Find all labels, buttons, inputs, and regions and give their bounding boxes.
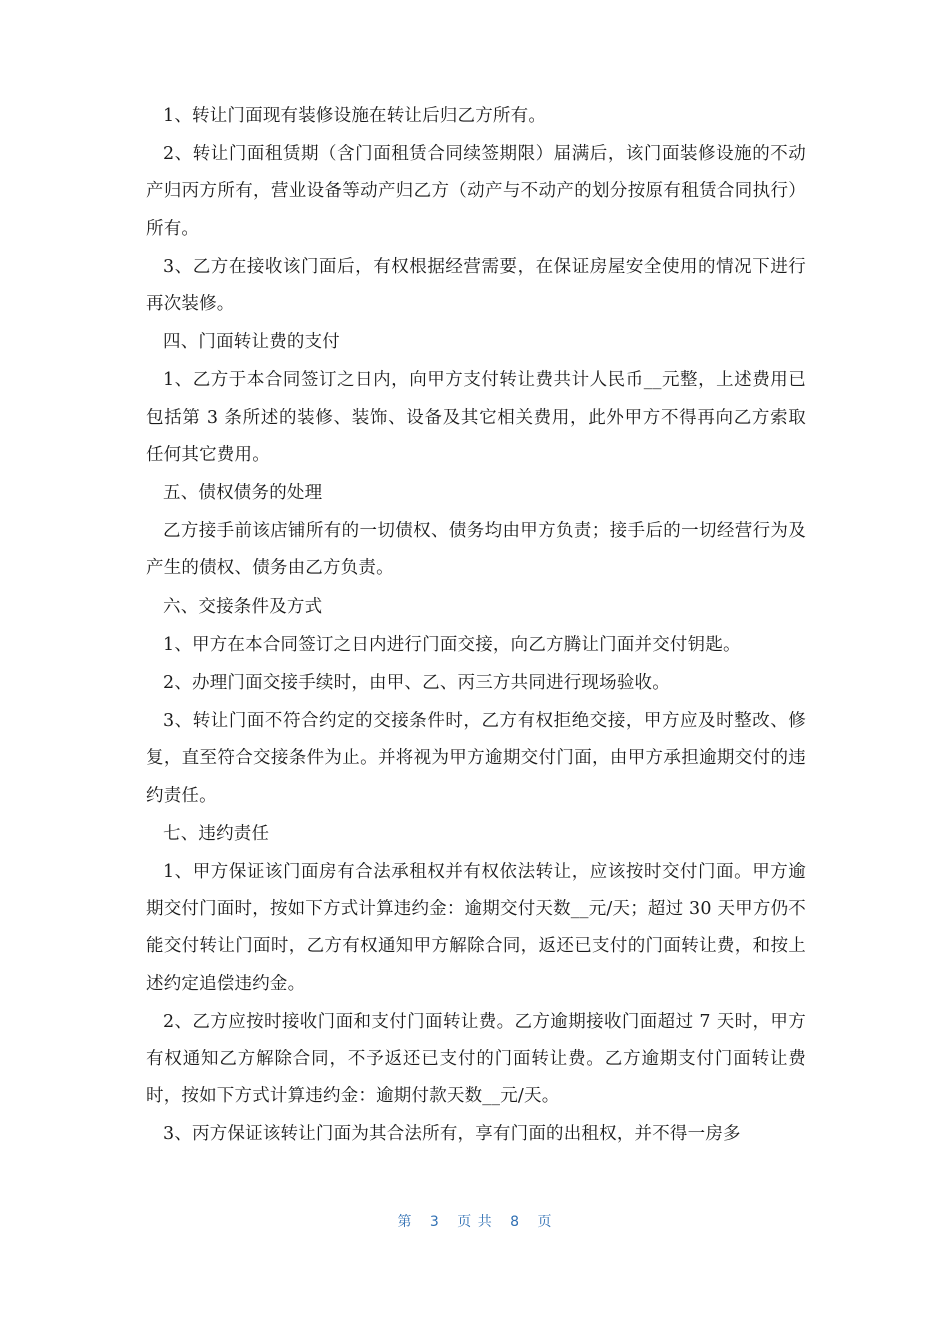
- footer-label-of: 页 共: [457, 1214, 493, 1230]
- document-body: [146, 98, 806, 1155]
- footer-current-page: 3: [429, 1214, 440, 1230]
- paragraph: 2、办理门面交接手续时，由甲、乙、丙三方共同进行现场验收。: [163, 673, 670, 694]
- section-heading: 六、交接条件及方式: [163, 596, 323, 617]
- paragraph: 3、丙方保证该转让门面为其合法所有，享有门面的出租权，并不得一房多: [163, 1124, 741, 1145]
- section-heading: 五、债权债务的处理: [163, 483, 323, 504]
- page-footer: [0, 1211, 950, 1231]
- paragraph: 乙方接手前该店铺所有的一切债权、债务均由甲方负责；接手后的一切经营行为及产生的债权、债务由乙方负责。: [146, 521, 806, 579]
- paragraph: 1、甲方在本合同签订之日内进行门面交接，向乙方腾让门面并交付钥匙。: [163, 634, 741, 655]
- paragraph: 3、转让门面不符合约定的交接条件时，乙方有权拒绝交接，甲方应及时整改、修复，直至符合交接条件为止。并将视为甲方逾期交付门面，由甲方承担逾期交付的违约责任。: [146, 711, 806, 806]
- footer-label-end: 页: [537, 1214, 553, 1230]
- section-heading: 七、违约责任: [163, 823, 270, 844]
- section-heading: 四、门面转让费的支付: [163, 332, 340, 353]
- paragraph: 3、乙方在接收该门面后，有权根据经营需要，在保证房屋安全使用的情况下进行再次装修。: [146, 256, 806, 315]
- footer-label-page: 第: [397, 1214, 413, 1230]
- paragraph: 2、转让门面租赁期（含门面租赁合同续签期限）届满后，该门面装修设施的不动产归丙方所有，营业设备等动产归乙方（动产与不动产的划分按原有租赁合同执行）所有。: [146, 144, 806, 239]
- footer-total-pages: 8: [510, 1214, 521, 1230]
- paragraph: 1、乙方于本合同签订之日内，向甲方支付转让费共计人民币__元整，上述费用已包括第 3 条所述的装修、装饰、设备及其它相关费用，此外甲方不得再向乙方索取任何其它费用。: [146, 370, 806, 465]
- paragraph: 2、乙方应按时接收门面和支付门面转让费。乙方逾期接收门面超过 7 天时，甲方有权通知乙方解除合同，不予返还已支付的门面转让费。乙方逾期支付门面转让费时，按如下方式计算违约金：逾期付款天数__元/天。: [146, 1011, 806, 1107]
- paragraph: 1、转让门面现有装修设施在转让后归乙方所有。: [163, 106, 547, 126]
- paragraph: 1、甲方保证该门面房有合法承租权并有权依法转让，应该按时交付门面。甲方逾期交付门面时，按如下方式计算违约金：逾期交付天数__元/天；超过 30 天甲方仍不能交付转让门面时，乙方有权通知甲方解除合同，返还已支付的门面转让费，和按上述约定追偿违约金。: [146, 862, 806, 994]
